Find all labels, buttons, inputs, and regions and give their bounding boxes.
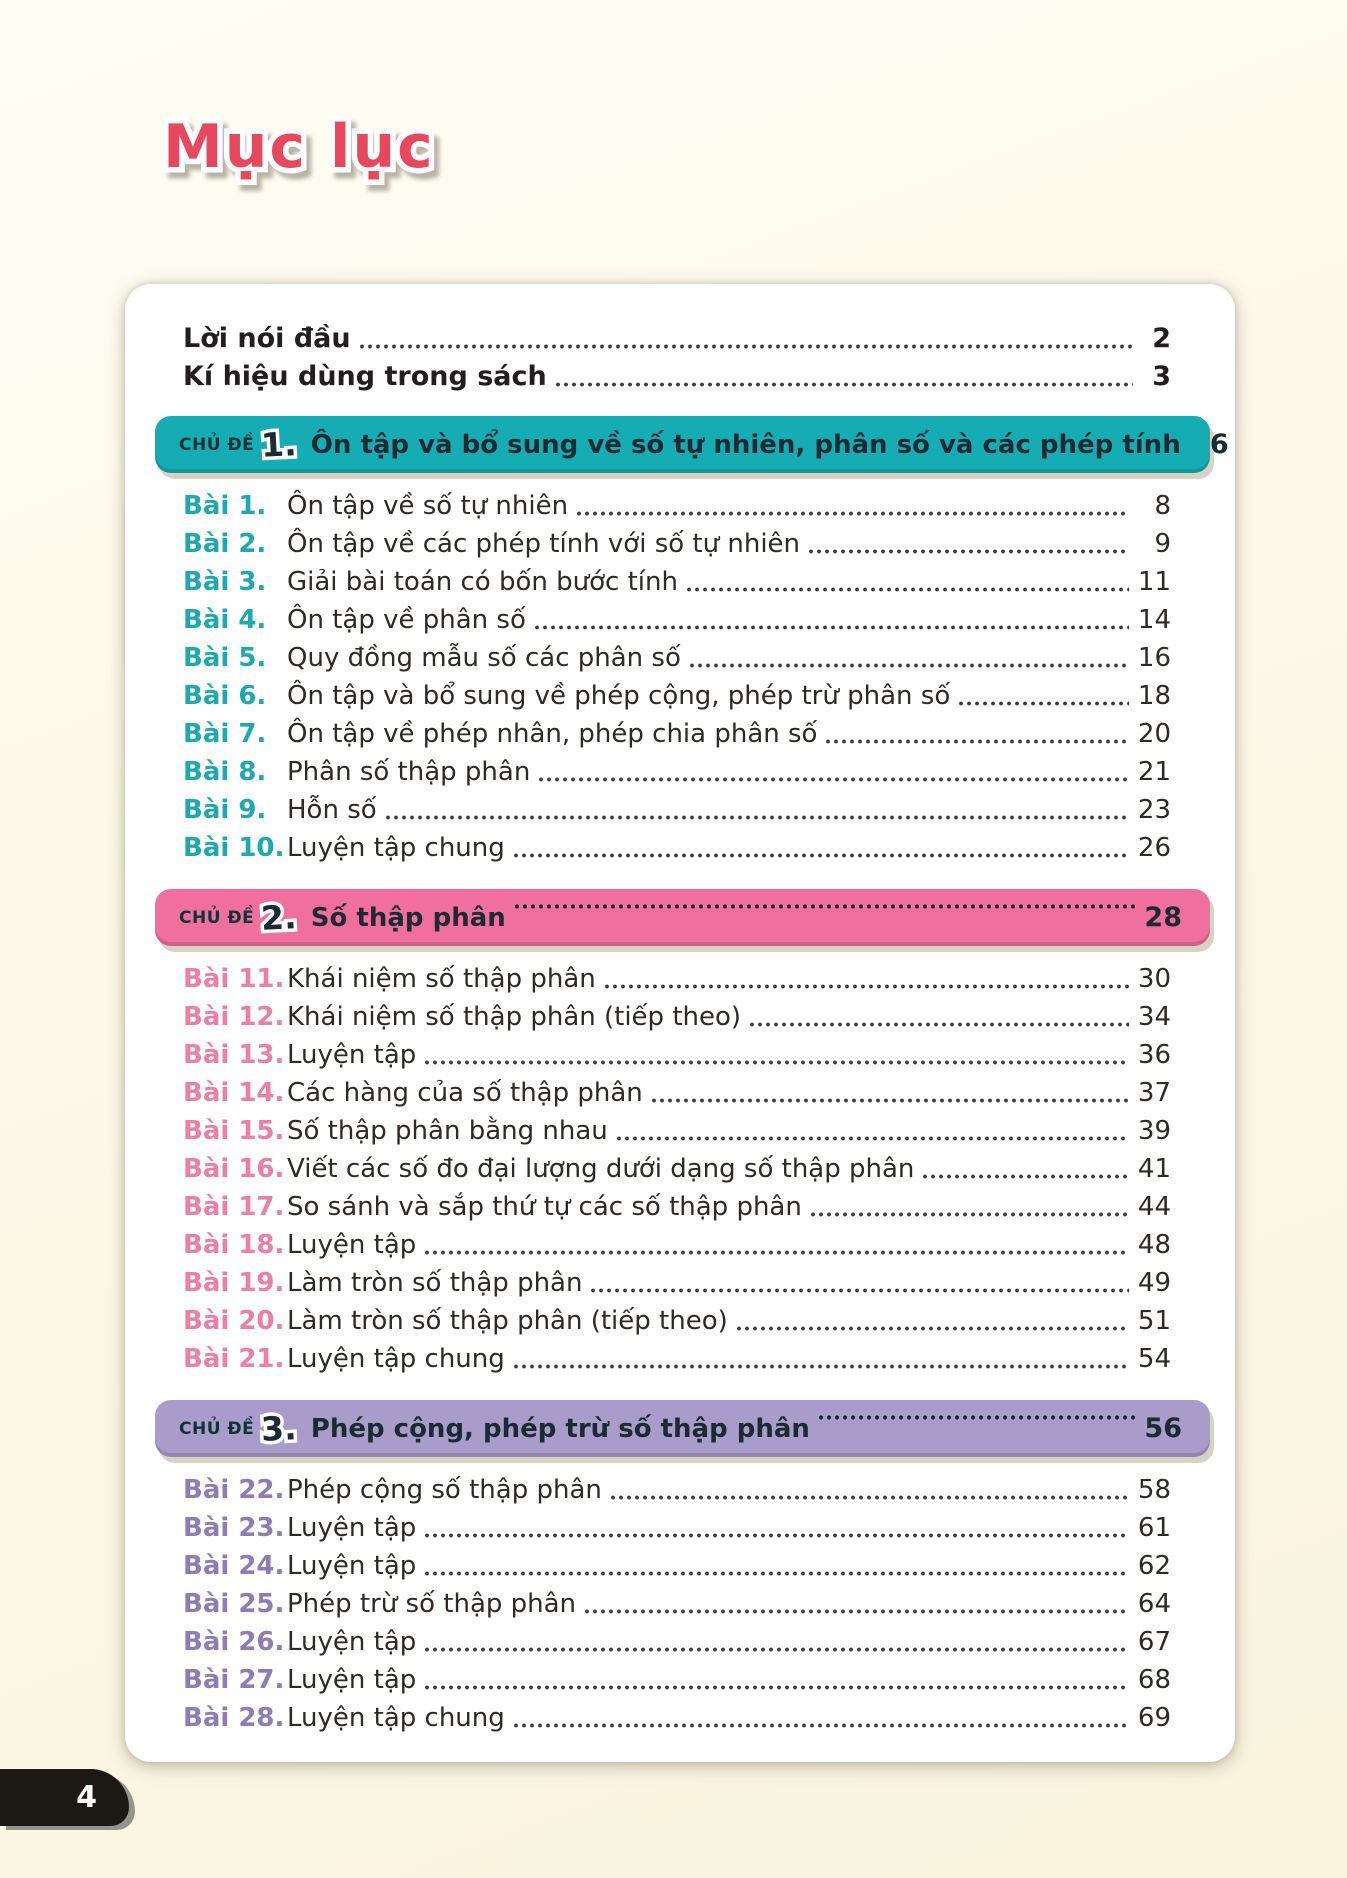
chapter-bar (155, 416, 1229, 473)
lesson-title: Quy đồng mẫu số các phân số (287, 643, 681, 673)
lesson-label: Bài 10. (183, 833, 285, 863)
lesson-page-number: 26 (1137, 833, 1171, 863)
lesson-row (183, 960, 1171, 998)
lesson-label: Bài 26. (183, 1627, 285, 1657)
lesson-title: Ôn tập về phân số (287, 605, 526, 635)
dot-leader (825, 715, 1129, 753)
dot-leader (534, 601, 1129, 639)
lesson-row (183, 1074, 1171, 1112)
lesson-row (183, 1509, 1171, 1547)
lesson-label: Bài 24. (183, 1551, 285, 1581)
lesson-title: Luyện tập (287, 1551, 417, 1581)
dot-leader (424, 1623, 1129, 1661)
chapter-badge-label: CHỦ ĐỀ (179, 907, 255, 928)
lesson-label: Bài 7. (183, 719, 267, 749)
dot-leader (513, 1340, 1129, 1378)
lesson-title: So sánh và sắp thứ tự các số thập phân (287, 1192, 802, 1222)
chapter-section (179, 889, 1182, 1378)
lesson-page-number: 37 (1137, 1078, 1171, 1108)
lesson-label: Bài 6. (183, 681, 267, 711)
dot-leader (810, 1188, 1129, 1226)
lesson-row (183, 1226, 1171, 1264)
lesson-page-number: 36 (1137, 1040, 1171, 1070)
lesson-title: Ôn tập về các phép tính với số tự nhiên (287, 529, 801, 559)
lesson-list (183, 1471, 1171, 1737)
lesson-label: Bài 5. (183, 643, 267, 673)
lesson-label: Bài 20. (183, 1306, 285, 1336)
lesson-page-number: 62 (1137, 1551, 1171, 1581)
lesson-title: Làm tròn số thập phân (287, 1268, 583, 1298)
lesson-page-number: 9 (1154, 529, 1171, 559)
dot-leader (513, 829, 1129, 867)
lesson-label: Bài 22. (183, 1475, 285, 1505)
lesson-label: Bài 2. (183, 529, 267, 559)
lesson-page-number: 39 (1137, 1116, 1171, 1146)
lesson-label: Bài 14. (183, 1078, 285, 1108)
lesson-row (183, 715, 1171, 753)
lesson-page-number: 8 (1154, 491, 1171, 521)
lesson-title: Số thập phân bằng nhau (287, 1116, 608, 1146)
front-matter-label: Kí hiệu dùng trong sách (183, 361, 547, 392)
lesson-title: Khái niệm số thập phân (tiếp theo) (287, 1002, 742, 1032)
lesson-row (183, 998, 1171, 1036)
lesson-label: Bài 9. (183, 795, 267, 825)
lesson-title: Luyện tập (287, 1513, 417, 1543)
lesson-row (183, 1264, 1171, 1302)
lesson-title: Ôn tập và bổ sung về phép cộng, phép trừ phân số (287, 681, 951, 711)
lesson-page-number: 58 (1137, 1475, 1171, 1505)
dot-leader (922, 1150, 1129, 1188)
lesson-page-number: 30 (1137, 964, 1171, 994)
lesson-page-number: 64 (1137, 1589, 1171, 1619)
front-matter-page-number: 3 (1152, 361, 1171, 392)
lesson-row (183, 677, 1171, 715)
lesson-label: Bài 12. (183, 1002, 285, 1032)
lesson-page-number: 69 (1137, 1703, 1171, 1733)
chapter-title: Ôn tập và bổ sung về số tự nhiên, phân số và các phép tính (310, 429, 1181, 460)
lesson-page-number: 49 (1137, 1268, 1171, 1298)
lesson-row (183, 1471, 1171, 1509)
chapter-section (179, 416, 1229, 867)
dot-leader (610, 1471, 1129, 1509)
lesson-page-number: 48 (1137, 1230, 1171, 1260)
lesson-row (183, 1547, 1171, 1585)
lesson-row (183, 1150, 1171, 1188)
lesson-label: Bài 13. (183, 1040, 285, 1070)
lesson-title: Các hàng của số thập phân (287, 1078, 643, 1108)
lesson-label: Bài 3. (183, 567, 267, 597)
dot-leader (590, 1264, 1129, 1302)
lesson-page-number: 44 (1137, 1192, 1171, 1222)
chapters (179, 416, 1229, 1737)
lesson-page-number: 16 (1137, 643, 1171, 673)
table-of-contents-card (125, 284, 1235, 1762)
front-matter-section (183, 320, 1171, 396)
lesson-page-number: 23 (1137, 795, 1171, 825)
lesson-title: Ôn tập về phép nhân, phép chia phân số (287, 719, 818, 749)
lesson-row (183, 1112, 1171, 1150)
lesson-page-number: 67 (1137, 1627, 1171, 1657)
dot-leader (584, 1585, 1129, 1623)
dot-leader (555, 358, 1133, 396)
chapter-page-number: 28 (1144, 902, 1182, 933)
lesson-list (183, 487, 1171, 867)
lesson-title: Luyện tập (287, 1627, 417, 1657)
lesson-page-number: 21 (1137, 757, 1171, 787)
front-matter-page-number: 2 (1152, 323, 1171, 354)
lesson-label: Bài 21. (183, 1344, 285, 1374)
chapter-page-number: 56 (1144, 1413, 1182, 1444)
dot-leader (749, 998, 1129, 1036)
lesson-row (183, 1623, 1171, 1661)
book-page-number-tab (0, 1769, 129, 1826)
lesson-label: Bài 16. (183, 1154, 285, 1184)
lesson-row (183, 1036, 1171, 1074)
lesson-title: Viết các số đo đại lượng dưới dạng số thập phân (287, 1154, 915, 1184)
chapter-title: Số thập phân (310, 902, 506, 933)
chapter-section (179, 1400, 1182, 1737)
lesson-page-number: 41 (1137, 1154, 1171, 1184)
lesson-page-number: 11 (1137, 567, 1171, 597)
chapter-number: 2. (260, 897, 298, 938)
dot-leader (689, 639, 1129, 677)
front-matter-row (183, 358, 1171, 396)
dot-leader (736, 1302, 1129, 1340)
chapter-bar (155, 889, 1210, 946)
lesson-label: Bài 4. (183, 605, 267, 635)
lesson-row (183, 525, 1171, 563)
chapter-badge-label: CHỦ ĐỀ (179, 434, 255, 455)
chapter-number: 3. (260, 1408, 298, 1449)
lesson-title: Khái niệm số thập phân (287, 964, 596, 994)
lesson-label: Bài 28. (183, 1703, 285, 1733)
chapter-bar (155, 1400, 1210, 1457)
lesson-title: Luyện tập (287, 1040, 417, 1070)
dot-leader (651, 1074, 1129, 1112)
lesson-title: Phân số thập phân (287, 757, 531, 787)
lesson-page-number: 68 (1137, 1665, 1171, 1695)
lesson-label: Bài 17. (183, 1192, 285, 1222)
lesson-row (183, 829, 1171, 867)
lesson-title: Luyện tập chung (287, 1344, 505, 1374)
book-page-number: 4 (76, 1780, 97, 1815)
lesson-row (183, 1661, 1171, 1699)
dot-leader (576, 487, 1129, 525)
dot-leader (359, 320, 1133, 358)
lesson-label: Bài 25. (183, 1589, 285, 1619)
dot-leader (686, 563, 1129, 601)
lesson-title: Luyện tập chung (287, 1703, 505, 1733)
lesson-row (183, 753, 1171, 791)
lesson-list (183, 960, 1171, 1378)
lesson-row (183, 1188, 1171, 1226)
lesson-row (183, 1699, 1171, 1737)
dot-leader (538, 753, 1129, 791)
dot-leader (424, 1547, 1129, 1585)
dot-leader (424, 1661, 1129, 1699)
dot-leader (808, 525, 1129, 563)
lesson-row (183, 1302, 1171, 1340)
lesson-label: Bài 27. (183, 1665, 285, 1695)
lesson-label: Bài 8. (183, 757, 267, 787)
lesson-title: Luyện tập chung (287, 833, 505, 863)
chapter-badge-label: CHỦ ĐỀ (179, 1418, 255, 1439)
lesson-page-number: 34 (1137, 1002, 1171, 1032)
front-matter-row (183, 320, 1171, 358)
chapter-title: Phép cộng, phép trừ số thập phân (310, 1413, 810, 1444)
front-matter-label: Lời nói đầu (183, 323, 351, 354)
lesson-page-number: 51 (1137, 1306, 1171, 1336)
dot-leader (424, 1226, 1129, 1264)
lesson-label: Bài 23. (183, 1513, 285, 1543)
lesson-title: Phép trừ số thập phân (287, 1589, 577, 1619)
lesson-label: Bài 11. (183, 964, 285, 994)
lesson-page-number: 14 (1137, 605, 1171, 635)
page-title: Mục lục (163, 112, 435, 182)
dot-leader (513, 1699, 1129, 1737)
lesson-label: Bài 19. (183, 1268, 285, 1298)
dot-leader (958, 677, 1129, 715)
lesson-row (183, 563, 1171, 601)
lesson-row (183, 791, 1171, 829)
dot-leader (424, 1509, 1129, 1547)
dot-leader (424, 1036, 1129, 1074)
lesson-title: Phép cộng số thập phân (287, 1475, 602, 1505)
lesson-page-number: 54 (1137, 1344, 1171, 1374)
dot-leader (604, 960, 1129, 998)
lesson-label: Bài 15. (183, 1116, 285, 1146)
lesson-title: Làm tròn số thập phân (tiếp theo) (287, 1306, 728, 1336)
lesson-row (183, 601, 1171, 639)
chapter-page-number: 6 (1209, 429, 1229, 460)
dot-leader (616, 1112, 1129, 1150)
lesson-title: Luyện tập (287, 1665, 417, 1695)
lesson-row (183, 1340, 1171, 1378)
lesson-label: Bài 1. (183, 491, 267, 521)
lesson-page-number: 61 (1137, 1513, 1171, 1543)
lesson-title: Ôn tập về số tự nhiên (287, 491, 569, 521)
lesson-title: Luyện tập (287, 1230, 417, 1260)
chapter-number: 1. (260, 424, 298, 465)
dot-leader (385, 791, 1129, 829)
lesson-row (183, 1585, 1171, 1623)
lesson-title: Hỗn số (287, 795, 377, 825)
lesson-page-number: 20 (1137, 719, 1171, 749)
lesson-page-number: 18 (1137, 681, 1171, 711)
lesson-label: Bài 18. (183, 1230, 285, 1260)
lesson-row (183, 639, 1171, 677)
lesson-row (183, 487, 1171, 525)
lesson-title: Giải bài toán có bốn bước tính (287, 567, 678, 597)
